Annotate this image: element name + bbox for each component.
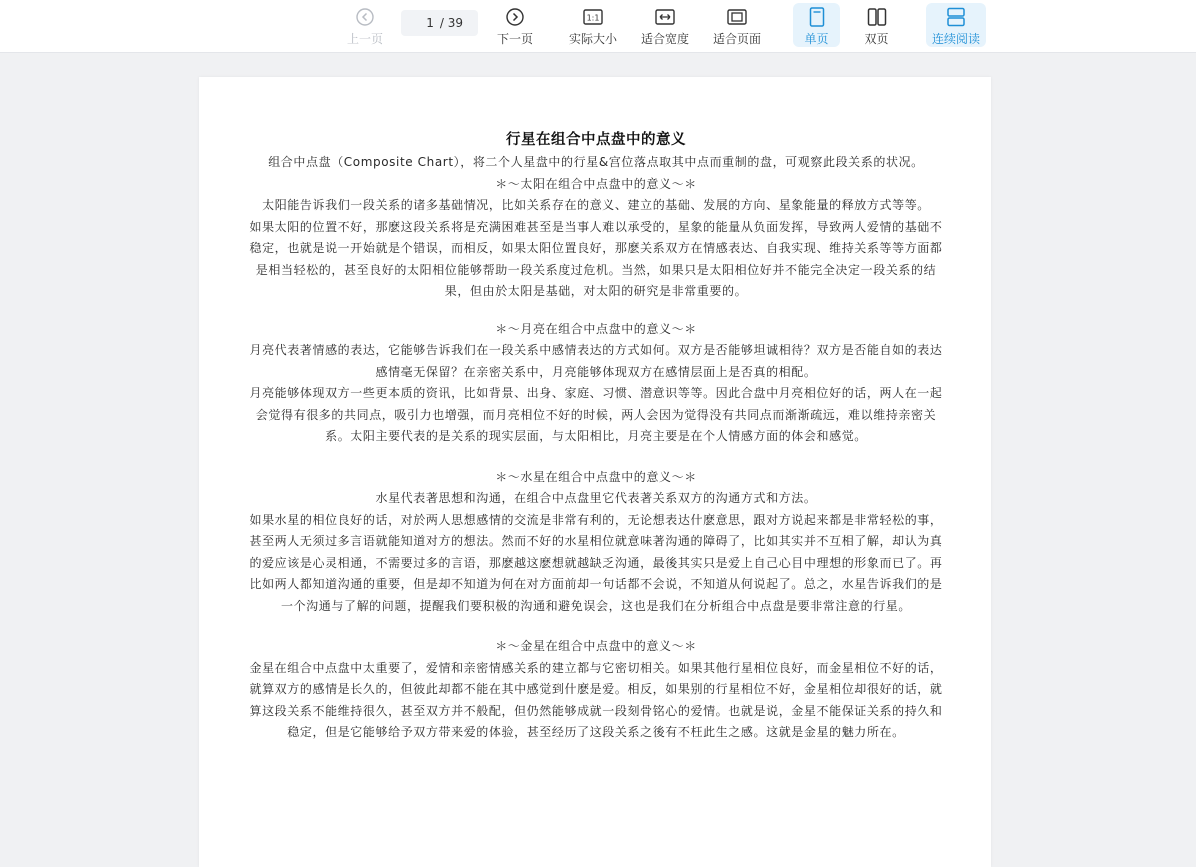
continuous-reading-label: 连续阅读 <box>931 32 980 46</box>
double-page-button[interactable] <box>853 3 900 47</box>
actual-size-icon <box>582 6 604 27</box>
single-page-icon <box>806 6 828 27</box>
single-page-button[interactable] <box>793 3 840 47</box>
continuous-reading-button[interactable] <box>926 3 986 47</box>
moon-heading: ＊～月亮在组合中点盘中的意义～＊ <box>495 321 697 336</box>
fit-width-label: 适合宽度 <box>640 32 689 46</box>
fit-page-label: 适合页面 <box>712 32 761 46</box>
fit-page-button[interactable] <box>708 3 766 47</box>
intro-paragraph: 组合中点盘（Composite Chart），将二个人星盘中的行星&宫位落点取其中点而重制的盘，可观察此段关系的状况。 <box>268 155 924 169</box>
spacer <box>246 303 946 319</box>
venus-heading: ＊～金星在组合中点盘中的意义～＊ <box>495 639 697 653</box>
fit-width-icon <box>654 6 676 27</box>
prev-page-label: 上一页 <box>346 32 383 46</box>
double-page-icon <box>866 6 888 27</box>
mercury-paragraph-1: 水星代表著思想和沟通，在组合中点盘里它代表著关系双方的沟通方式和方法。 <box>375 491 817 505</box>
prev-page-button[interactable] <box>340 3 390 47</box>
actual-size-label: 实际大小 <box>568 32 617 46</box>
spacer <box>246 448 946 467</box>
single-page-label: 单页 <box>804 32 829 46</box>
fit-page-icon <box>726 6 748 27</box>
venus-paragraph-1: 金星在组合中点盘中太重要了，爱情和亲密情感关系的建立都与它密切相关。如果其他行星相位良好，而金星相位不好的话，就算双方的感情是长久的，但彼此却都不能在其中感觉到什麽是爱。相反，如果别的行星相位不好，金星相位却很好的话，就算这段关系不能维持很久，甚至双方并不般配，但仍然能够成就一段刻骨铭心的爱情。也就是说，金星不能保证关系的持久和稳定，但是它能够给予双方带来爱的体验，甚至经历了这段关系之後有不枉此生之感。这就是金星的魅力所在。 <box>249 660 943 739</box>
next-page-button[interactable] <box>490 3 540 47</box>
chevron-right-circle-icon <box>504 6 526 27</box>
page-total: / 39 <box>439 16 464 30</box>
actual-size-button[interactable] <box>564 3 622 47</box>
chevron-left-circle-icon <box>354 6 376 27</box>
continuous-reading-icon <box>945 6 967 27</box>
next-page-label: 下一页 <box>496 32 533 46</box>
svg-text:1:1: 1:1 <box>586 13 600 22</box>
sun-paragraph-2: 如果太阳的位置不好，那麽这段关系将是充满困难甚至是当事人难以承受的，星象的能量从负面发挥，导致两人爱情的基础不稳定，也就是说一开始就是个错误，而相反，如果太阳位置良好，那麽关系双方在情感表达、自我实现、维持关系等等方面都是相当轻松的，甚至良好的太阳相位能够帮助一段关系度过危机。当然，如果只是太阳相位好并不能完全决定一段关系的结果，但由於太阳是基础，对太阳的研究是非常重要的。 <box>249 219 943 298</box>
moon-paragraph-1: 月亮代表著情感的表达，它能够告诉我们在一段关系中感情表达的方式如何。双方是否能够坦诚相待？双方是否能自如的表达感情毫无保留？在亲密关系中，月亮能够体现双方在感情层面上是否真的相配。 <box>249 343 943 379</box>
double-page-label: 双页 <box>864 32 889 46</box>
page-indicator <box>401 10 478 36</box>
sun-heading: ＊～太阳在组合中点盘中的意义～＊ <box>495 176 697 191</box>
page-number-input[interactable] <box>416 16 434 30</box>
document-page <box>199 77 991 867</box>
document-content <box>246 128 946 744</box>
sun-paragraph-1: 太阳能告诉我们一段关系的诸多基础情况，比如关系存在的意义、建立的基础、发展的方向、星象能量的释放方式等等。 <box>262 198 930 212</box>
mercury-paragraph-2: 如果水星的相位良好的话，对於两人思想感情的交流是非常有利的，无论想表达什麽意思，跟对方说起来都是非常轻松的事，甚至两人无须过多言语就能知道对方的想法。然而不好的水星相位就意味著沟通的障碍了，比如其实并不互相了解，却认为真的爱应该是心灵相通，不需要过多的言语，那麽越这麽想就越缺乏沟通，最後其实只是爱上自己心目中理想的形象而已了。再比如两人都知道沟通的重要，但是却不知道为何在对方面前却一句话都不会说，不知道从何说起了。总之，水星告诉我们的是一个沟通与了解的问题，提醒我们要积极的沟通和避免误会，这也是我们在分析组合中点盘是要非常注意的行星。 <box>249 512 943 613</box>
mercury-heading: ＊～水星在组合中点盘中的意义～＊ <box>495 469 697 484</box>
spacer <box>246 617 946 636</box>
document-title: 行星在组合中点盘中的意义 <box>506 132 686 148</box>
fit-width-button[interactable] <box>636 3 694 47</box>
moon-paragraph-2: 月亮能够体现双方一些更本质的资讯，比如背景、出身、家庭、习惯、潜意识等等。因此合盘中月亮相位好的话，两人在一起会觉得有很多的共同点，吸引力也增强，而月亮相位不好的时候，两人会因为觉得没有共同点而渐渐疏远，难以维持亲密关系。太阳主要代表的是关系的现实层面，与太阳相比，月亮主要是在个人情感方面的体会和感觉。 <box>249 386 943 443</box>
viewer-toolbar <box>0 0 1196 53</box>
